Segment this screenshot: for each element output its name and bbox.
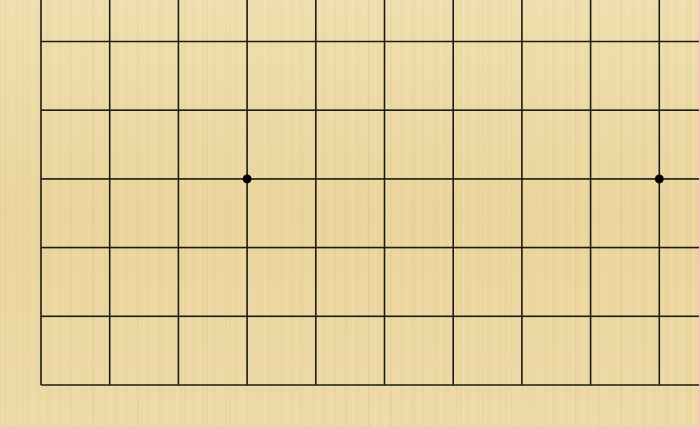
star-point xyxy=(243,174,252,183)
star-point xyxy=(655,174,664,183)
